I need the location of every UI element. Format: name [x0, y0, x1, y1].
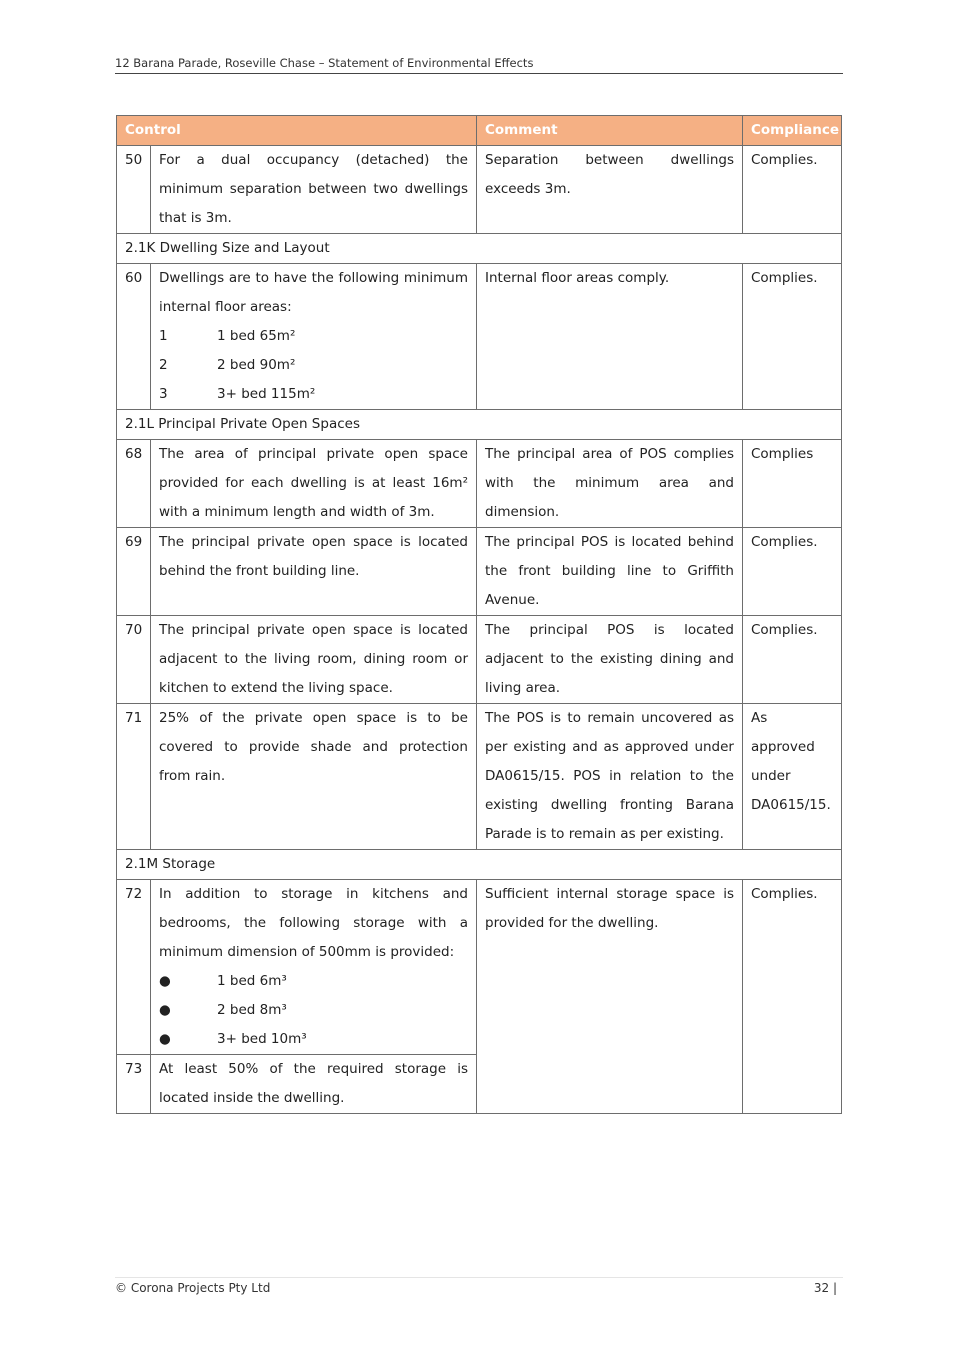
control-number: 70: [117, 616, 151, 704]
column-header-comment: Comment: [477, 116, 743, 146]
control-text: The principal private open space is located behind the front building line.: [151, 528, 477, 616]
control-text: At least 50% of the required storage is located inside the dwelling.: [151, 1055, 477, 1114]
compliance-text: Complies: [743, 440, 842, 528]
list-item-value: 3+ bed 10m³: [217, 1031, 307, 1047]
section-row: [117, 234, 842, 264]
copyright-text: © Corona Projects Pty Ltd: [115, 1281, 271, 1295]
table-row: [117, 880, 842, 1055]
compliance-text: Complies.: [743, 264, 842, 410]
section-heading: 2.1M Storage: [117, 850, 842, 880]
table-header-row: [117, 116, 842, 146]
control-text: In addition to storage in kitchens and bedrooms, the following storage with a minimum dimension of 500mm is provided:: [159, 886, 468, 960]
list-item-value: 1 bed 6m³: [217, 973, 287, 989]
list-item-key: 1: [159, 328, 168, 344]
table-row: [117, 616, 842, 704]
list-item-key: 3: [159, 386, 168, 402]
comment-text: The principal area of POS complies with the minimum area and dimension.: [477, 440, 743, 528]
page-number: 32 |: [813, 1281, 837, 1295]
section-row: [117, 410, 842, 440]
control-number: 73: [117, 1055, 151, 1114]
list-item: [159, 351, 468, 380]
list-item-value: 2 bed 90m²: [217, 357, 296, 373]
table-row: [117, 528, 842, 616]
control-number: 71: [117, 704, 151, 850]
control-number: 69: [117, 528, 151, 616]
list-item-value: 2 bed 8m³: [217, 1002, 287, 1018]
comment-text: The principal POS is located adjacent to the existing dining and living area.: [477, 616, 743, 704]
list-item-key: 2: [159, 357, 168, 373]
table-row: [117, 440, 842, 528]
compliance-text: Complies.: [743, 616, 842, 704]
list-item: [159, 380, 468, 409]
comment-text: Sufficient internal storage space is provided for the dwelling.: [477, 880, 743, 1114]
table-row: [117, 704, 842, 850]
column-header-control: Control: [117, 116, 477, 146]
column-header-compliance: Compliance: [743, 116, 842, 146]
control-text: The area of principal private open space provided for each dwelling is at least 16m² with a minimum length and width of 3m.: [151, 440, 477, 528]
table-row: [117, 264, 842, 410]
comment-text: Separation between dwellings exceeds 3m.: [477, 146, 743, 234]
section-heading: 2.1L Principal Private Open Spaces: [117, 410, 842, 440]
bullet-icon: ●: [159, 1002, 171, 1018]
control-text: For a dual occupancy (detached) the minimum separation between two dwellings that is 3m.: [151, 146, 477, 234]
control-number: 60: [117, 264, 151, 410]
list-item: [159, 322, 468, 351]
document-title: 12 Barana Parade, Roseville Chase – Statement of Environmental Effects: [115, 56, 534, 70]
control-text: 25% of the private open space is to be covered to provide shade and protection from rain.: [151, 704, 477, 850]
control-number: 50: [117, 146, 151, 234]
list-item: [159, 967, 468, 996]
section-heading: 2.1K Dwelling Size and Layout: [117, 234, 842, 264]
page-header: [115, 56, 843, 74]
list-item: [159, 1025, 468, 1054]
compliance-text: As approved under DA0615/15.: [743, 704, 842, 850]
list-item-value: 3+ bed 115m²: [217, 386, 316, 402]
page-footer: [115, 1277, 843, 1295]
control-cell: [151, 880, 477, 1055]
section-row: [117, 850, 842, 880]
compliance-text: Complies.: [743, 528, 842, 616]
comment-text: The POS is to remain uncovered as per existing and as approved under DA0615/15. POS in relation to the existing dwelling fronting Barana Parade is to remain as per existing.: [477, 704, 743, 850]
control-number: 68: [117, 440, 151, 528]
bullet-icon: ●: [159, 1031, 171, 1047]
list-item: [159, 996, 468, 1025]
control-cell: [151, 264, 477, 410]
control-text: The principal private open space is located adjacent to the living room, dining room or kitchen to extend the living space.: [151, 616, 477, 704]
compliance-text: Complies.: [743, 880, 842, 1114]
compliance-table: [116, 115, 842, 1114]
compliance-text: Complies.: [743, 146, 842, 234]
table-row: [117, 146, 842, 234]
comment-text: Internal floor areas comply.: [477, 264, 743, 410]
list-item-value: 1 bed 65m²: [217, 328, 296, 344]
control-number: 72: [117, 880, 151, 1055]
bullet-icon: ●: [159, 973, 171, 989]
control-text: Dwellings are to have the following minimum internal floor areas:: [159, 270, 468, 315]
comment-text: The principal POS is located behind the front building line to Griffith Avenue.: [477, 528, 743, 616]
